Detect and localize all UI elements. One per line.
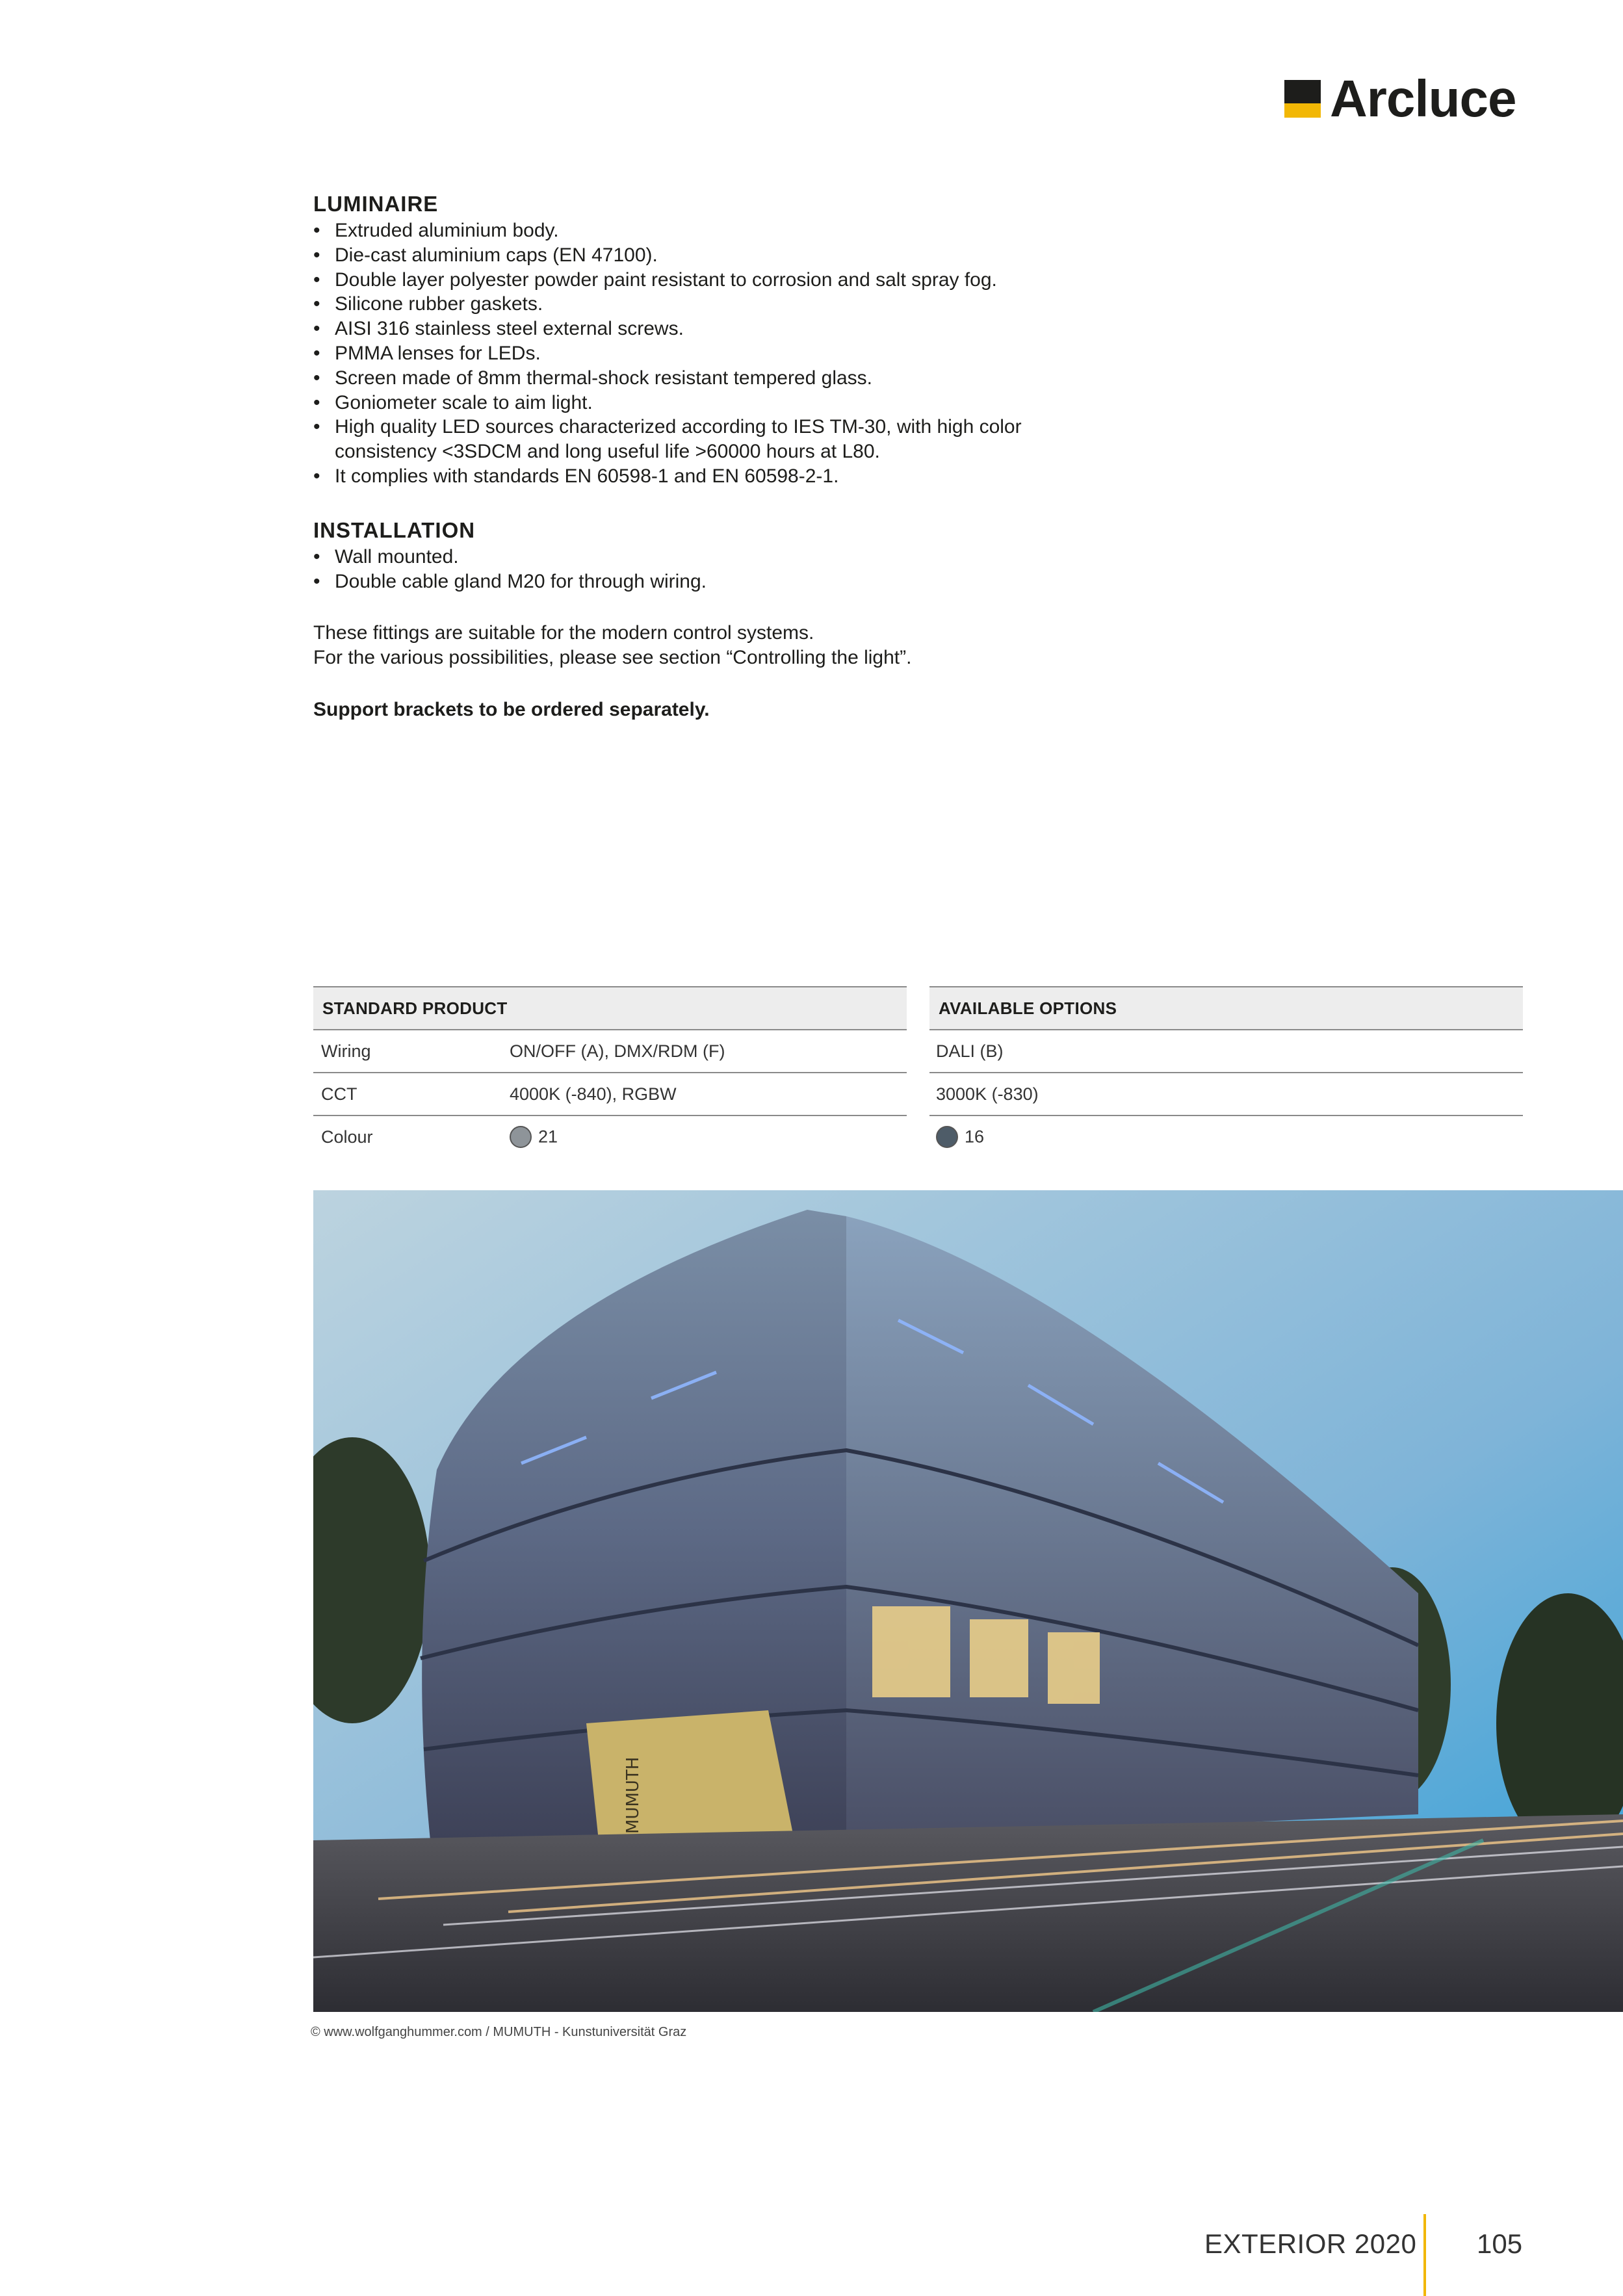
colour-swatch-icon (510, 1126, 532, 1148)
standard-product-header: STANDARD PRODUCT (313, 987, 907, 1030)
table-row (929, 1116, 1523, 1158)
colour-code: 16 (965, 1127, 985, 1147)
footer-divider (1423, 2214, 1426, 2296)
list-item: • AISI 316 stainless steel external screws. (313, 317, 1093, 341)
list-item: • Extruded aluminium body. (313, 218, 1093, 243)
list-item: • Double layer polyester powder paint resistant to corrosion and salt spray fog. (313, 268, 1093, 293)
installation-list (313, 545, 1093, 594)
row-label: CCT (321, 1084, 357, 1104)
control-text-line1: These fittings are suitable for the modern control systems. (313, 622, 814, 644)
list-item: • PMMA lenses for LEDs. (313, 341, 1093, 366)
list-item: • It complies with standards EN 60598-1 and EN 60598-2-1. (313, 464, 1093, 489)
list-item: • Die-cast aluminium caps (EN 47100). (313, 243, 1093, 268)
available-options-table (929, 986, 1523, 1158)
row-value: DALI (B) (936, 1041, 1004, 1061)
row-label: Wiring (321, 1041, 371, 1061)
list-item: • Screen made of 8mm thermal-shock resistant tempered glass. (313, 366, 1093, 391)
colour-code: 21 (538, 1127, 558, 1147)
list-item: • Double cable gland M20 for through wiring. (313, 569, 1093, 594)
photo-caption: © www.wolfganghummer.com / MUMUTH - Kunstuniversität Graz (311, 2025, 687, 2039)
list-item: • Goniometer scale to aim light. (313, 391, 1093, 415)
available-options-header: AVAILABLE OPTIONS (929, 987, 1523, 1030)
row-value: 4000K (-840), RGBW (510, 1084, 677, 1104)
colour-swatch-icon (936, 1126, 958, 1148)
row-value: 3000K (-830) (936, 1084, 1039, 1104)
list-item: • Silicone rubber gaskets. (313, 292, 1093, 317)
list-item: • High quality LED sources characterized according to IES TM-30, with high color consistency <3SDCM and long useful life >60000 hours at L80. (313, 415, 1037, 464)
installation-heading: INSTALLATION (313, 517, 476, 542)
building-photo (313, 1190, 1623, 2012)
page-number: 105 (1477, 2228, 1523, 2259)
table-row (313, 1116, 907, 1158)
table-row (929, 1073, 1523, 1116)
standard-product-table (313, 986, 907, 1158)
table-row (313, 1030, 907, 1073)
row-label: Colour (321, 1127, 373, 1147)
list-item: • Wall mounted. (313, 545, 1093, 569)
footer-section: EXTERIOR 2020 (1204, 2228, 1417, 2259)
row-value: ON/OFF (A), DMX/RDM (F) (510, 1041, 725, 1061)
table-row (929, 1030, 1523, 1073)
spec-text (313, 190, 1093, 722)
building-sign-text: MUMUTH (623, 1756, 643, 1834)
brand-logo (1284, 68, 1516, 130)
support-note: Support brackets to be ordered separately. (313, 698, 710, 720)
table-row (313, 1073, 907, 1116)
control-text-line2: For the various possibilities, please see section “Controlling the light”. (313, 647, 912, 669)
luminaire-list (313, 218, 1093, 489)
logo-mark-icon (1284, 80, 1321, 118)
brand-name: Arcluce (1330, 70, 1516, 127)
luminaire-heading: LUMINAIRE (313, 192, 439, 216)
